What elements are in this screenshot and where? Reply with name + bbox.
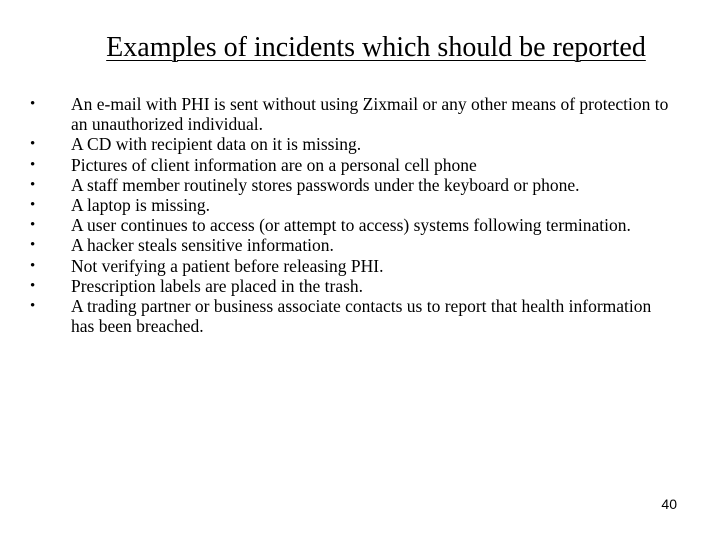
list-item-text: A laptop is missing. bbox=[71, 195, 211, 216]
bullet-icon: • bbox=[30, 96, 36, 112]
list-item-text: Not verifying a patient before releasing PHI. bbox=[71, 255, 384, 276]
bullet-icon: • bbox=[30, 237, 36, 254]
list-item-text: A user continues to access (or attempt to access) systems following termination. bbox=[71, 215, 631, 236]
bullet-icon: • bbox=[30, 277, 36, 294]
list-item-text: Pictures of client information are on a personal cell phone bbox=[71, 154, 477, 175]
list-item bbox=[30, 276, 670, 296]
list-item bbox=[30, 215, 670, 235]
list-item bbox=[30, 296, 670, 336]
list-item-text: A trading partner or business associate contacts us to report that health information has been breached. bbox=[71, 296, 652, 337]
list-item-text: A staff member routinely stores passwords under the keyboard or phone. bbox=[71, 174, 580, 195]
slide-title bbox=[0, 30, 720, 66]
list-item bbox=[30, 195, 670, 215]
list-item-text: A hacker steals sensitive information. bbox=[71, 235, 334, 256]
bullet-icon: • bbox=[30, 217, 36, 234]
list-item-text: Prescription labels are placed in the trash. bbox=[71, 275, 364, 296]
incident-examples-list bbox=[30, 94, 670, 336]
page-number: 40 bbox=[661, 496, 677, 512]
bullet-icon: • bbox=[30, 257, 36, 274]
list-item bbox=[30, 256, 670, 276]
list-item bbox=[30, 175, 670, 195]
bullet-icon: • bbox=[30, 197, 36, 214]
bullet-icon: • bbox=[30, 176, 36, 193]
slide-title-text: Examples of incidents which should be reported bbox=[106, 32, 646, 63]
list-item-text: A CD with recipient data on it is missing. bbox=[71, 134, 362, 155]
list-item bbox=[30, 235, 670, 255]
list-item bbox=[30, 155, 670, 175]
list-item bbox=[30, 94, 670, 134]
bullet-icon: • bbox=[30, 156, 36, 173]
bullet-icon: • bbox=[30, 298, 36, 315]
bullet-icon: • bbox=[30, 136, 36, 153]
list-item bbox=[30, 134, 670, 154]
list-item-text: An e-mail with PHI is sent without using Zixmail or any other means of protection to an unauthorized individual. bbox=[71, 94, 669, 135]
